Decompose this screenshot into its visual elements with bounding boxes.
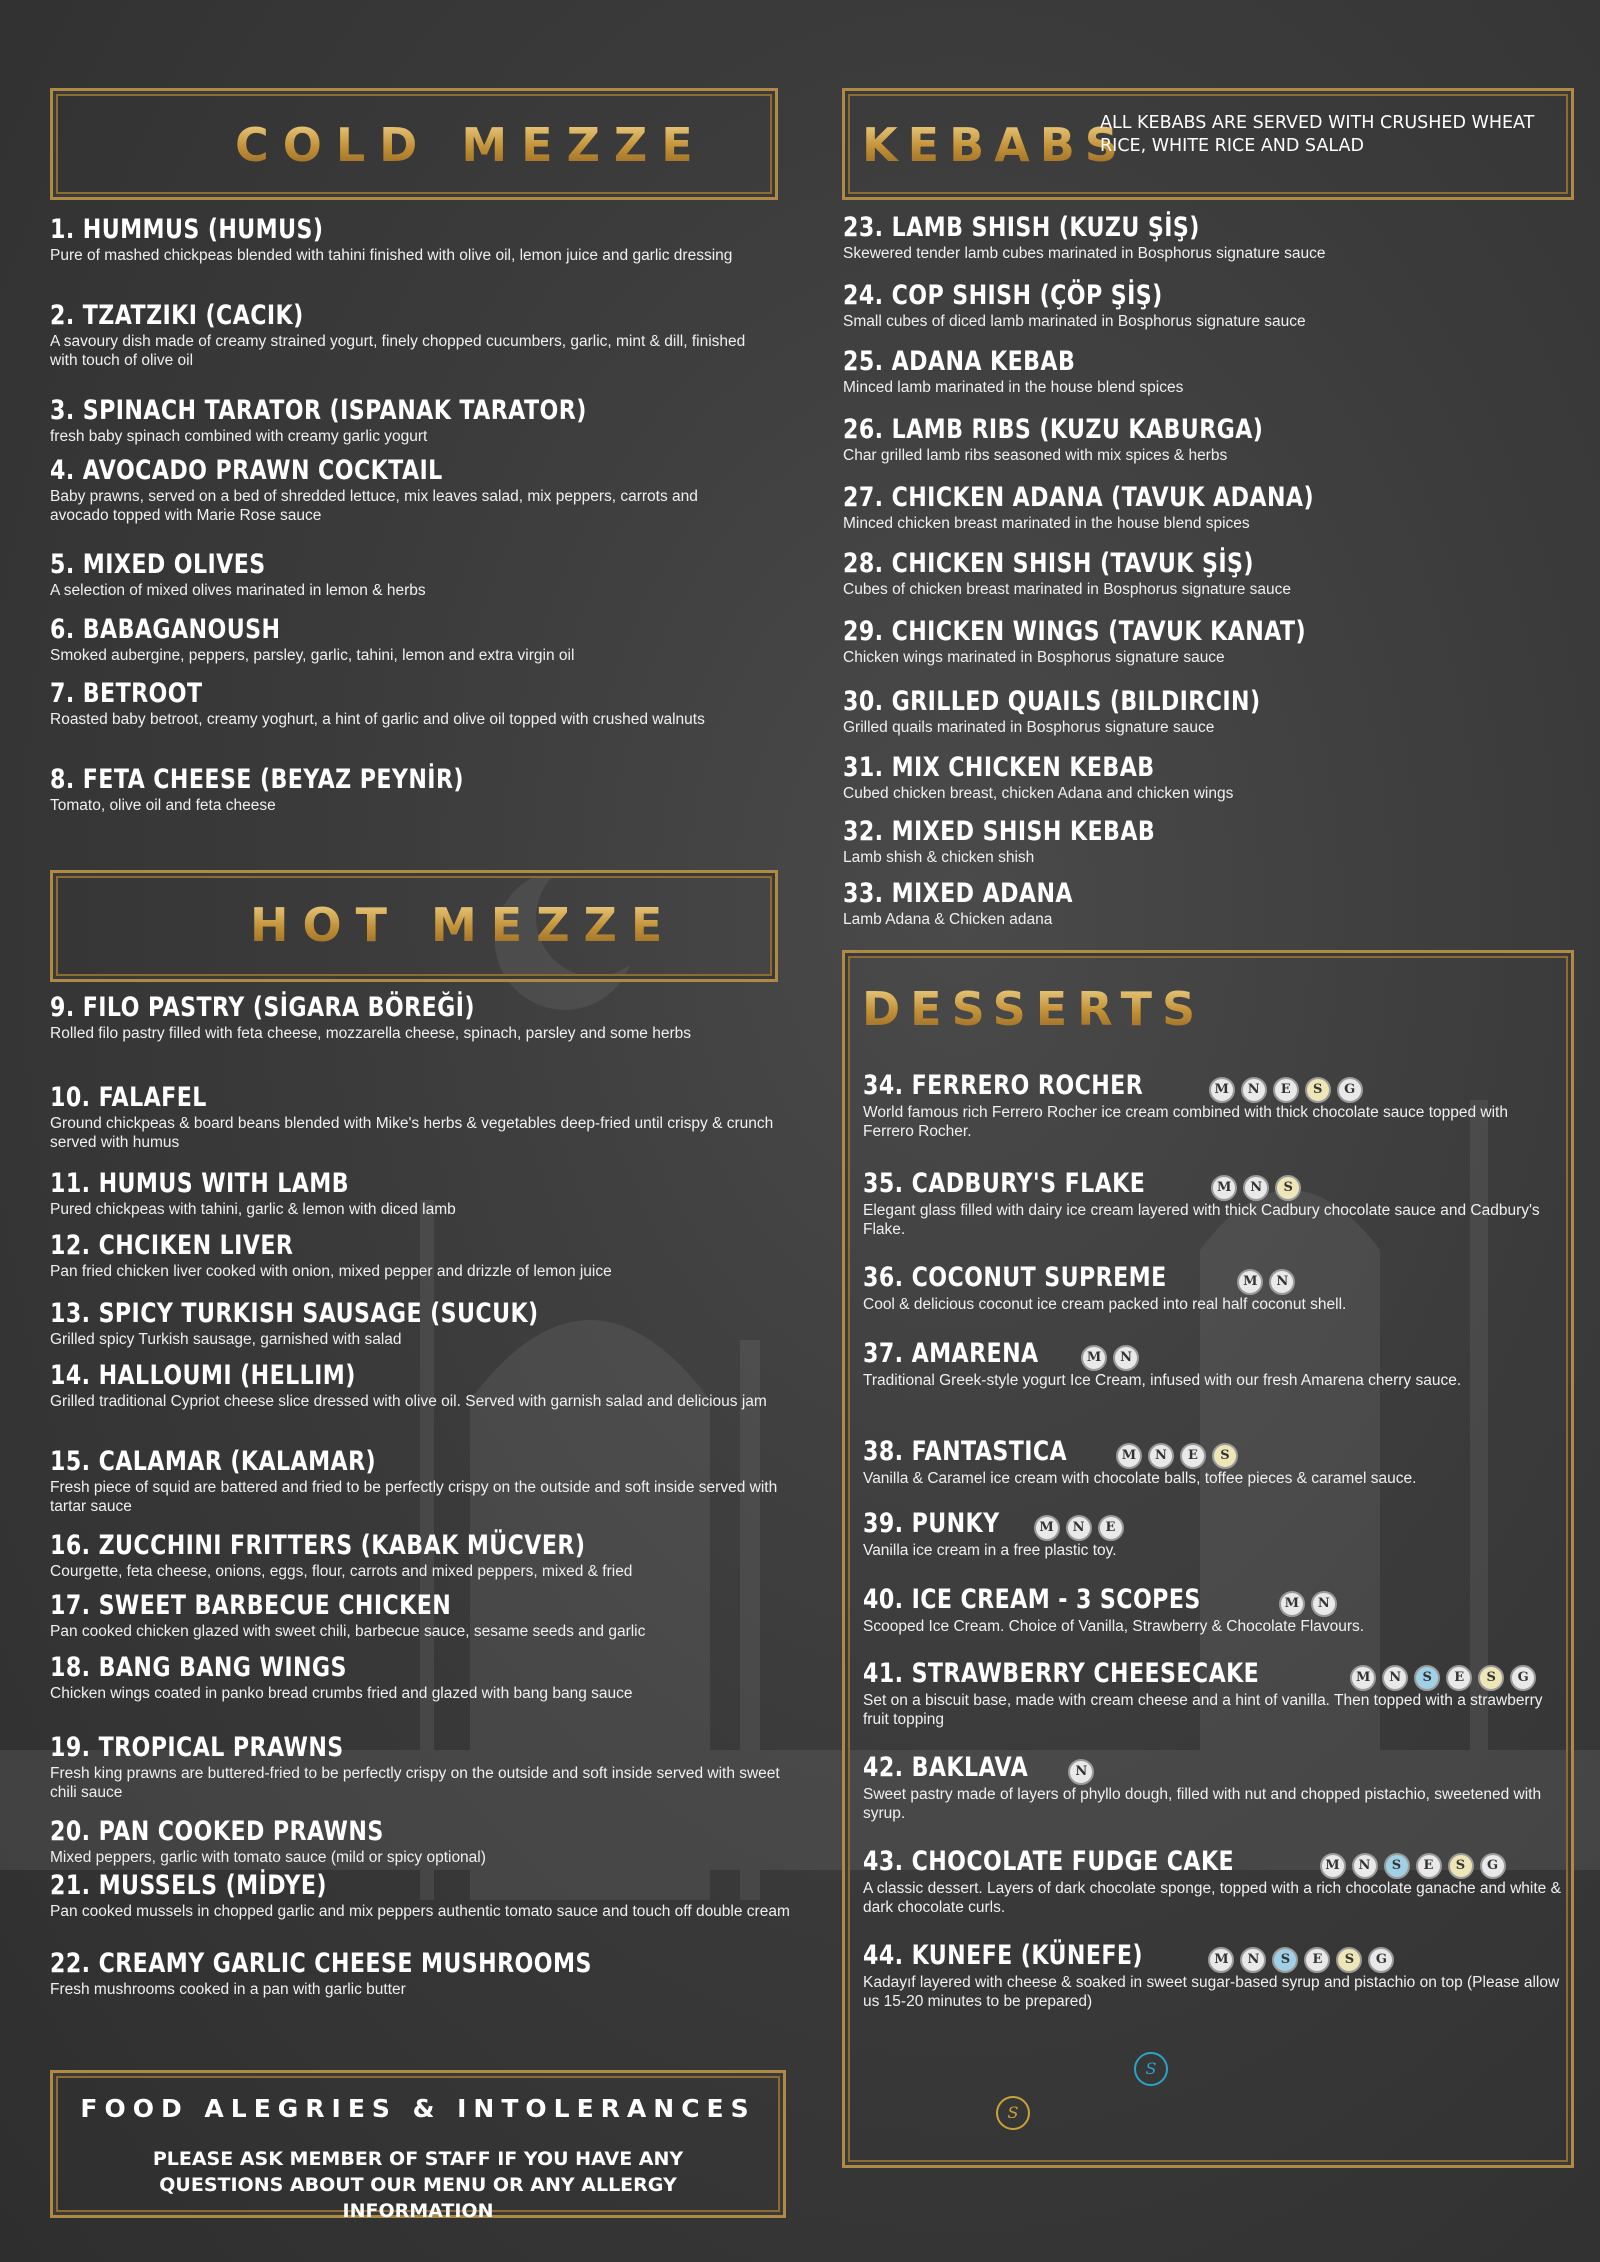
allergen-badge-icon: S: [1384, 1853, 1410, 1879]
allergen-badge-icon: M: [1320, 1853, 1346, 1879]
menu-item: [843, 212, 1563, 263]
allergen-badge-icon: M: [1350, 1665, 1376, 1691]
menu-item-name: 43. CHOCOLATE FUDGE CAKE: [863, 1846, 1235, 1877]
menu-item: [50, 764, 750, 815]
menu-item: [843, 346, 1563, 397]
menu-item-description: Rolled filo pastry filled with feta cheese, mozzarella cheese, spinach, parsley and some herbs: [50, 1025, 691, 1042]
menu-item-description: Grilled spicy Turkish sausage, garnished with salad: [50, 1331, 402, 1348]
menu-item-name: 12. CHCIKEN LIVER: [50, 1230, 294, 1261]
allergen-badge-icon: S: [1448, 1853, 1474, 1879]
menu-item-description: Cubes of chicken breast marinated in Bosphorus signature sauce: [843, 581, 1292, 598]
menu-item: [50, 1446, 795, 1516]
menu-item: [843, 878, 1563, 929]
menu-item: [843, 414, 1563, 465]
menu-item-name: 11. HUMUS WITH LAMB: [50, 1168, 350, 1199]
menu-item-name: 34. FERRERO ROCHER: [863, 1070, 1144, 1101]
menu-item: [863, 1436, 1563, 1488]
menu-item: [50, 395, 750, 446]
menu-item-name: 13. SPICY TURKISH SAUSAGE (SUCUK): [50, 1298, 539, 1329]
menu-item: [50, 1652, 795, 1703]
allergen-badge-icon: N: [1241, 1077, 1267, 1103]
menu-item-description: Kadayıf layered with cheese & soaked in sweet sugar-based syrup and pistachio on top (Please allow us 15-20 minutes to be prepared): [863, 1973, 1560, 2010]
menu-item-name: 8. FETA CHEESE (BEYAZ PEYNİR): [50, 764, 464, 795]
allergen-badge-icon: M: [1208, 1947, 1234, 1973]
menu-item-description: A savoury dish made of creamy strained yogurt, finely chopped cucumbers, garlic, mint & dill, finished with touch of olive oil: [50, 333, 746, 369]
menu-item-description: Baby prawns, served on a bed of shredded lettuce, mix leaves salad, mix peppers, carrots and avocado topped with Marie Rose sauce: [50, 488, 698, 524]
menu-item-name: 24. COP SHISH (ÇÖP ŞİŞ): [843, 280, 1163, 311]
allergen-badge-icon: E: [1446, 1665, 1472, 1691]
allergen-badge-icon: E: [1304, 1947, 1330, 1973]
menu-item-description: Minced lamb marinated in the house blend spices: [843, 379, 1184, 396]
menu-item-description: Fresh king prawns are buttered-fried to be perfectly crispy on the outside and soft inside served with sweet chili sauce: [50, 1765, 780, 1801]
menu-item-name: 30. GRILLED QUAILS (BILDIRCIN): [843, 686, 1261, 717]
menu-item-name: 26. LAMB RIBS (KUZU KABURGA): [843, 414, 1264, 445]
menu-item-name: 20. PAN COOKED PRAWNS: [50, 1816, 384, 1847]
menu-item-name: 14. HALLOUMI (HELLIM): [50, 1360, 356, 1391]
menu-item-description: Courgette, feta cheese, onions, eggs, flour, carrots and mixed peppers, mixed & fried: [50, 1563, 633, 1580]
allergen-badge-icon: G: [1480, 1853, 1506, 1879]
allergen-badge-icon: N: [1240, 1947, 1266, 1973]
menu-item: [50, 1082, 795, 1152]
menu-item: [50, 678, 750, 729]
menu-item-name: 9. FILO PASTRY (SİGARA BÖREĞİ): [50, 992, 475, 1023]
hot-mezze-title: HOT MEZZE: [250, 898, 677, 952]
menu-item: [50, 214, 750, 265]
allergen-badge-icon: N: [1269, 1269, 1295, 1295]
menu-item: [863, 1940, 1563, 2011]
menu-item: [50, 992, 795, 1043]
menu-item-description: Scooped Ice Cream. Choice of Vanilla, Strawberry & Chocolate Flavours.: [863, 1617, 1365, 1635]
menu-item-description: Lamb Adana & Chicken adana: [843, 911, 1053, 928]
allergen-badge-icon: N: [1113, 1345, 1139, 1371]
allergen-badges: [1211, 1175, 1301, 1201]
menu-item-description: Cubed chicken breast, chicken Adana and chicken wings: [843, 785, 1234, 802]
menu-item-name: 19. TROPICAL PRAWNS: [50, 1732, 344, 1763]
allergy-title: FOOD ALEGRIES & INTOLERANCES: [80, 2094, 756, 2123]
allergen-badge-icon: M: [1237, 1269, 1263, 1295]
menu-item: [50, 1168, 795, 1219]
kebabs-note: ALL KEBABS ARE SERVED WITH CRUSHED WHEAT RICE, WHITE RICE AND SALAD: [1100, 113, 1535, 156]
menu-item-name: 18. BANG BANG WINGS: [50, 1652, 347, 1683]
menu-item-description: Mixed peppers, garlic with tomato sauce (mild or spicy optional): [50, 1849, 486, 1866]
menu-item: [843, 548, 1563, 599]
menu-item-description: Fresh mushrooms cooked in a pan with garlic butter: [50, 1981, 406, 1998]
menu-item-name: 4. AVOCADO PRAWN COCKTAIL: [50, 455, 443, 486]
menu-item-name: 15. CALAMAR (KALAMAR): [50, 1446, 377, 1477]
menu-item: [50, 1230, 795, 1281]
allergen-badges: [1350, 1665, 1536, 1691]
menu-item-description: Smoked aubergine, peppers, parsley, garlic, tahini, lemon and extra virgin oil: [50, 647, 575, 664]
allergen-badges: [1116, 1443, 1238, 1469]
allergen-badge-icon: E: [1098, 1515, 1124, 1541]
menu-item: [863, 1658, 1563, 1729]
menu-item-name: 23. LAMB SHISH (KUZU ŞİŞ): [843, 212, 1200, 243]
menu-item: [50, 1298, 795, 1349]
allergen-badge-icon: M: [1279, 1591, 1305, 1617]
menu-item: [50, 1870, 795, 1921]
menu-item-description: Pan fried chicken liver cooked with onion, mixed pepper and drizzle of lemon juice: [50, 1263, 612, 1280]
allergen-badge-icon: E: [1416, 1853, 1442, 1879]
menu-item: [863, 1584, 1563, 1636]
menu-item-name: 10. FALAFEL: [50, 1082, 207, 1113]
allergen-badge-icon: M: [1209, 1077, 1235, 1103]
menu-item-name: 31. MIX CHICKEN KEBAB: [843, 752, 1155, 783]
menu-item-description: Roasted baby betroot, creamy yoghurt, a hint of garlic and olive oil topped with crushed walnuts: [50, 711, 705, 728]
menu-item: [843, 816, 1563, 867]
allergen-badges: [1081, 1345, 1139, 1371]
menu-item: [843, 280, 1563, 331]
menu-item-name: 33. MIXED ADANA: [843, 878, 1073, 909]
allergen-legend-icon: S: [996, 2096, 1030, 2130]
allergen-badge-icon: N: [1311, 1591, 1337, 1617]
menu-item: [50, 549, 750, 600]
menu-item-description: Chicken wings coated in panko bread crumbs fried and glazed with bang bang sauce: [50, 1685, 633, 1702]
allergen-badge-icon: M: [1034, 1515, 1060, 1541]
menu-item: [863, 1168, 1563, 1239]
menu-item-name: 21. MUSSELS (MİDYE): [50, 1870, 327, 1901]
allergen-badge-icon: M: [1081, 1345, 1107, 1371]
allergen-badges: [1034, 1515, 1124, 1541]
allergen-badge-icon: S: [1414, 1665, 1440, 1691]
allergen-badges: [1320, 1853, 1506, 1879]
menu-item-name: 2. TZATZIKI (CACIK): [50, 300, 304, 331]
allergen-badge-icon: G: [1510, 1665, 1536, 1691]
menu-item: [863, 1846, 1563, 1917]
allergen-badge-icon: G: [1337, 1077, 1363, 1103]
allergen-badge-icon: N: [1148, 1443, 1174, 1469]
menu-item-name: 6. BABAGANOUSH: [50, 614, 281, 645]
menu-item-name: 22. CREAMY GARLIC CHEESE MUSHROOMS: [50, 1948, 592, 1979]
menu-item-name: 25. ADANA KEBAB: [843, 346, 1076, 377]
menu-item: [50, 1360, 795, 1411]
allergen-badge-icon: G: [1368, 1947, 1394, 1973]
menu-item-description: Char grilled lamb ribs seasoned with mix spices & herbs: [843, 447, 1228, 464]
menu-item-description: Elegant glass filled with dairy ice cream layered with thick Cadbury chocolate sauce and Cadbury's Flake.: [863, 1201, 1540, 1238]
menu-item-description: Sweet pastry made of layers of phyllo dough, filled with nut and chopped pistachio, sweetened with syrup.: [863, 1785, 1542, 1822]
menu-item-description: Minced chicken breast marinated in the house blend spices: [843, 515, 1250, 532]
menu-item-name: 32. MIXED SHISH KEBAB: [843, 816, 1156, 847]
menu-item-description: A selection of mixed olives marinated in lemon & herbs: [50, 582, 426, 599]
allergen-badge-icon: E: [1180, 1443, 1206, 1469]
menu-item-description: Chicken wings marinated in Bosphorus signature sauce: [843, 649, 1225, 666]
allergen-badge-icon: E: [1273, 1077, 1299, 1103]
allergy-text: PLEASE ASK MEMBER OF STAFF IF YOU HAVE ANY QUESTIONS ABOUT OUR MENU OR ANY ALLERGY INFORMATION: [152, 2148, 684, 2222]
menu-item-description: Lamb shish & chicken shish: [843, 849, 1035, 866]
menu-item-description: Tomato, olive oil and feta cheese: [50, 797, 276, 814]
menu-item: [50, 455, 750, 525]
menu-item-description: Pured chickpeas with tahini, garlic & lemon with diced lamb: [50, 1201, 456, 1218]
kebabs-title: KEBABS: [862, 118, 1128, 172]
menu-item-description: Ground chickpeas & board beans blended with Mike's herbs & vegetables deep-fried until crispy & crunch served with humus: [50, 1115, 774, 1151]
menu-item-name: 39. PUNKY: [863, 1508, 1000, 1539]
allergen-badge-icon: S: [1275, 1175, 1301, 1201]
menu-item-description: Pan cooked mussels in chopped garlic and mix peppers authentic tomato sauce and touch off double cream: [50, 1903, 790, 1920]
allergen-badge-icon: N: [1243, 1175, 1269, 1201]
menu-item-description: Vanilla ice cream in a free plastic toy.: [863, 1541, 1117, 1559]
allergen-badges: [1237, 1269, 1295, 1295]
menu-item-description: Grilled traditional Cypriot cheese slice dressed with olive oil. Served with garnish salad and delicious jam: [50, 1393, 767, 1410]
menu-item-name: 44. KUNEFE (KÜNEFE): [863, 1940, 1143, 1971]
menu-item: [863, 1752, 1563, 1823]
menu-item-description: Small cubes of diced lamb marinated in Bosphorus signature sauce: [843, 313, 1306, 330]
menu-item-description: Cool & delicious coconut ice cream packed into real half coconut shell.: [863, 1295, 1347, 1313]
allergen-badge-icon: N: [1066, 1515, 1092, 1541]
allergen-badge-icon: N: [1352, 1853, 1378, 1879]
menu-item-description: A classic dessert. Layers of dark chocolate sponge, topped with a rich chocolate ganache and white & dark chocolate curls.: [863, 1879, 1561, 1916]
menu-item: [50, 1590, 795, 1641]
menu-item-description: Pure of mashed chickpeas blended with tahini finished with olive oil, lemon juice and garlic dressing: [50, 247, 733, 264]
cold-mezze-title: COLD MEZZE: [235, 118, 707, 172]
menu-item: [863, 1070, 1563, 1141]
menu-item-name: 3. SPINACH TARATOR (ISPANAK TARATOR): [50, 395, 587, 426]
menu-item: [50, 1530, 795, 1581]
menu-item-name: 41. STRAWBERRY CHEESECAKE: [863, 1658, 1260, 1689]
allergen-badges: [1279, 1591, 1337, 1617]
allergen-badges: [1068, 1759, 1094, 1785]
menu-item-name: 17. SWEET BARBECUE CHICKEN: [50, 1590, 452, 1621]
menu-item: [843, 616, 1563, 667]
allergen-legend-icon: S: [1134, 2052, 1168, 2086]
menu-item-name: 37. AMARENA: [863, 1338, 1039, 1369]
menu-item: [863, 1508, 1563, 1560]
menu-item: [50, 1948, 795, 1999]
menu-item: [50, 300, 750, 370]
allergen-badge-icon: S: [1305, 1077, 1331, 1103]
menu-item: [863, 1338, 1563, 1390]
menu-item-name: 16. ZUCCHINI FRITTERS (KABAK MÜCVER): [50, 1530, 586, 1561]
allergen-badge-icon: M: [1116, 1443, 1142, 1469]
menu-item-name: 36. COCONUT SUPREME: [863, 1262, 1167, 1293]
menu-item-name: 29. CHICKEN WINGS (TAVUK KANAT): [843, 616, 1307, 647]
menu-item-description: fresh baby spinach combined with creamy garlic yogurt: [50, 428, 428, 445]
menu-item-description: World famous rich Ferrero Rocher ice cream combined with thick chocolate sauce topped with Ferrero Rocher.: [863, 1103, 1508, 1140]
menu-item-description: Pan cooked chicken glazed with sweet chili, barbecue sauce, sesame seeds and garlic: [50, 1623, 646, 1640]
allergen-badge-icon: N: [1068, 1759, 1094, 1785]
menu-item-description: Skewered tender lamb cubes marinated in Bosphorus signature sauce: [843, 245, 1326, 262]
menu-item-description: Grilled quails marinated in Bosphorus signature sauce: [843, 719, 1215, 736]
allergen-badge-icon: N: [1382, 1665, 1408, 1691]
menu-item: [843, 686, 1563, 737]
allergen-badges: [1209, 1077, 1363, 1103]
menu-item-name: 38. FANTASTICA: [863, 1436, 1068, 1467]
allergen-badge-icon: M: [1211, 1175, 1237, 1201]
allergen-badge-icon: S: [1212, 1443, 1238, 1469]
allergen-badge-icon: S: [1272, 1947, 1298, 1973]
menu-item-name: 40. ICE CREAM - 3 SCOPES: [863, 1584, 1201, 1615]
menu-item: [50, 1816, 795, 1867]
menu-item: [843, 482, 1563, 533]
menu-item: [50, 614, 750, 665]
allergen-badge-icon: S: [1478, 1665, 1504, 1691]
menu-item-name: 42. BAKLAVA: [863, 1752, 1029, 1783]
menu-item-name: 1. HUMMUS (HUMUS): [50, 214, 324, 245]
menu-item-description: Traditional Greek-style yogurt Ice Cream, infused with our fresh Amarena cherry sauce.: [863, 1371, 1462, 1389]
menu-item-name: 28. CHICKEN SHISH (TAVUK ŞİŞ): [843, 548, 1254, 579]
menu-item: [863, 1262, 1563, 1314]
menu-item-name: 35. CADBURY'S FLAKE: [863, 1168, 1146, 1199]
desserts-title: DESSERTS: [862, 982, 1206, 1036]
menu-item-description: Vanilla & Caramel ice cream with chocolate balls, toffee pieces & caramel sauce.: [863, 1469, 1417, 1487]
allergen-badges: [1208, 1947, 1394, 1973]
allergen-badge-icon: S: [1336, 1947, 1362, 1973]
menu-item: [50, 1732, 795, 1802]
menu-item-description: Fresh piece of squid are battered and fried to be perfectly crispy on the outside and soft inside served with tartar sauce: [50, 1479, 778, 1515]
menu-item-description: Set on a biscuit base, made with cream cheese and a hint of vanilla. Then topped with a strawberry fruit topping: [863, 1691, 1543, 1728]
menu-item-name: 27. CHICKEN ADANA (TAVUK ADANA): [843, 482, 1314, 513]
menu-item-name: 7. BETROOT: [50, 678, 203, 709]
menu-item-name: 5. MIXED OLIVES: [50, 549, 266, 580]
menu-item: [843, 752, 1563, 803]
